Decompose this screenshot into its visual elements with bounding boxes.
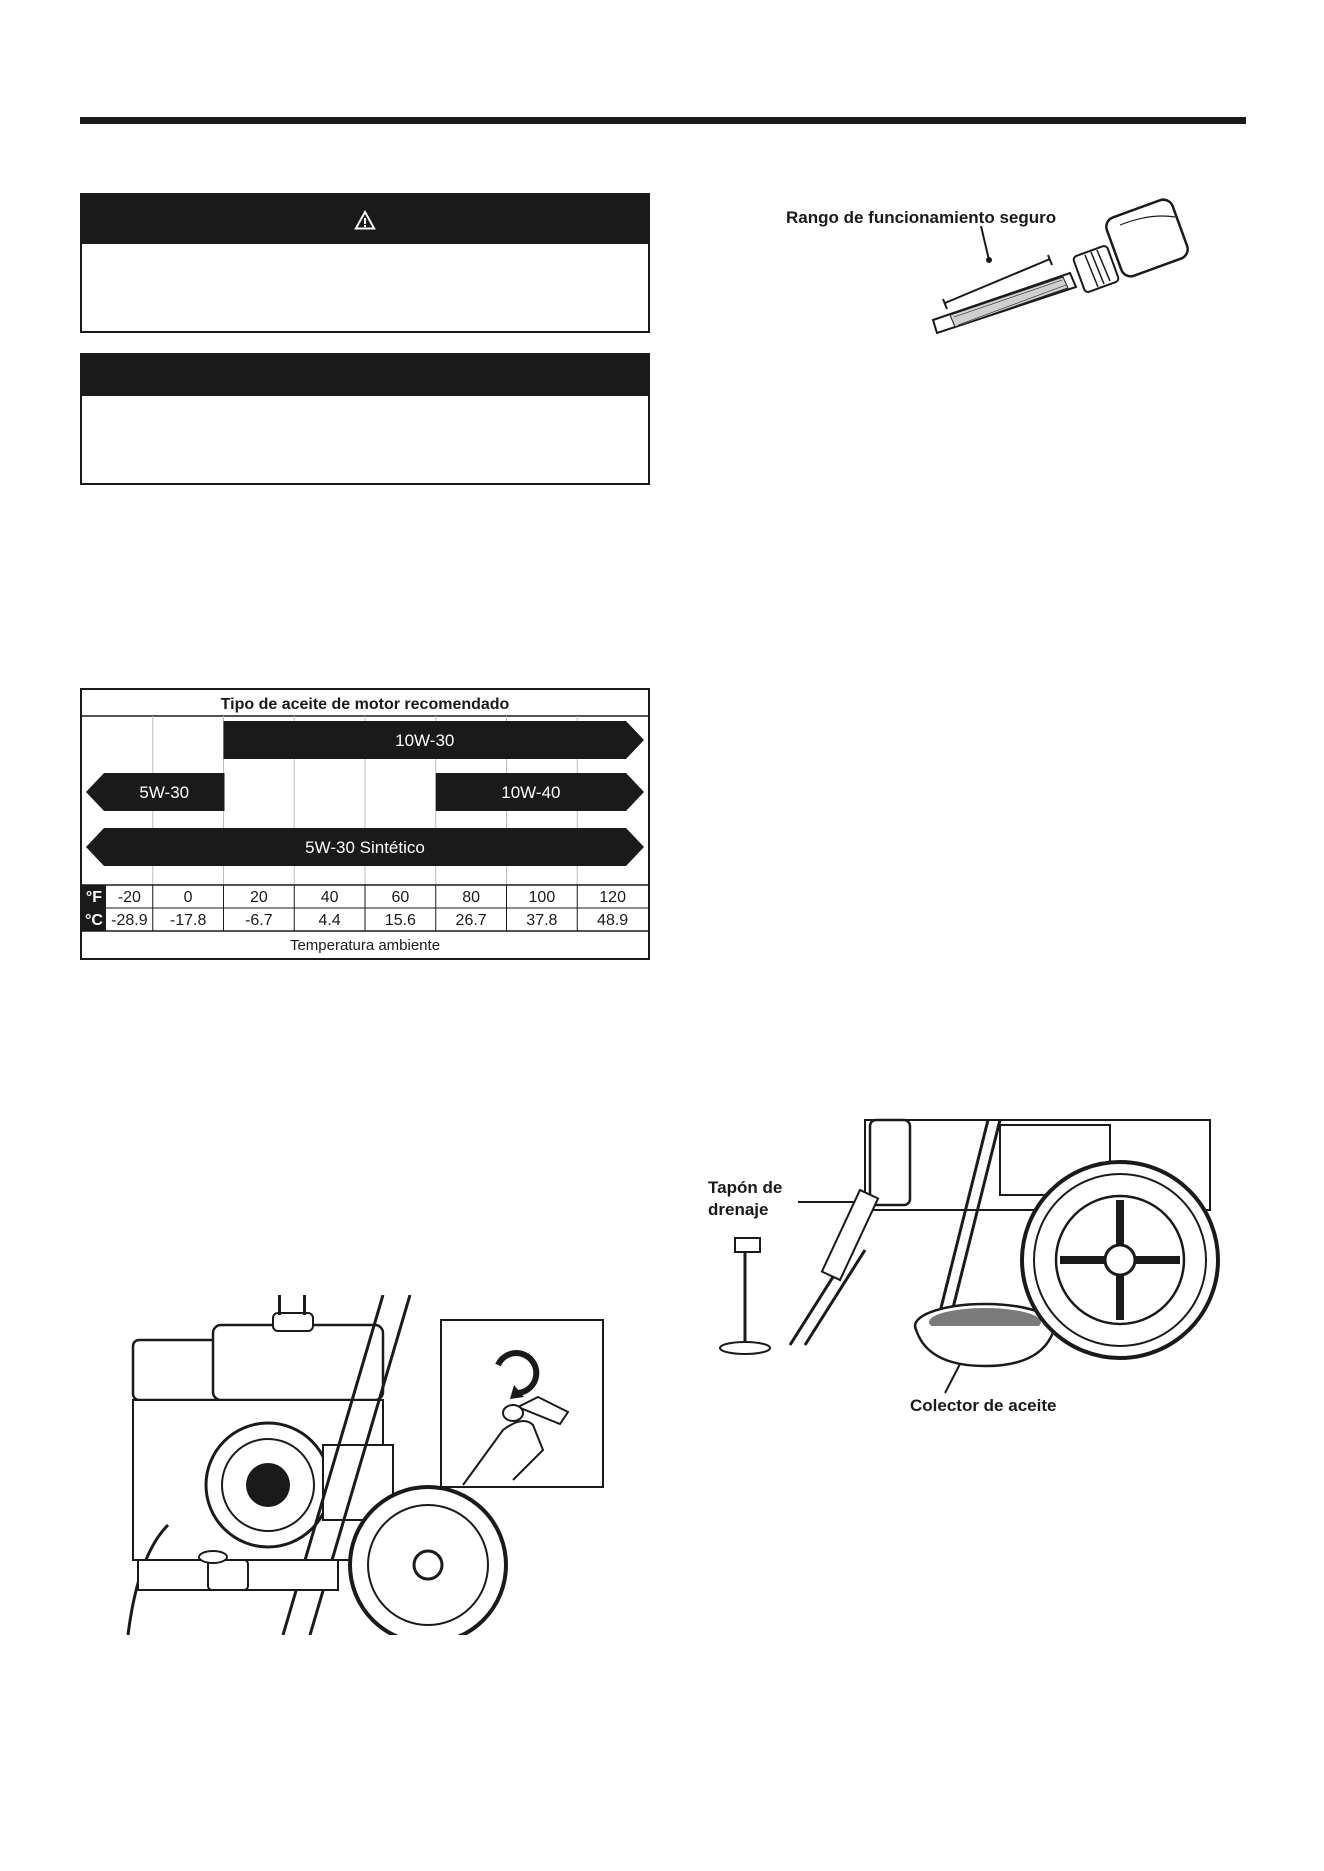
engine-oil-cap-figure [118,1295,618,1635]
oil-arrow-label: 5W-30 [139,783,190,802]
fahrenheit-tick: 80 [462,889,481,906]
dipstick-label: Rango de funcionamiento seguro [786,208,1057,227]
warning-header [82,195,648,244]
chart-xlabel: Temperatura ambiente [289,937,441,954]
drain-plug-label-line2: drenaje [708,1200,769,1219]
notice-header [82,355,648,396]
fahrenheit-tick: 60 [391,889,410,906]
celsius-unit: °C [85,912,103,929]
engine-illustration [118,1295,618,1635]
celsius-tick: 48.9 [597,912,629,929]
fahrenheit-unit: °F [85,889,103,906]
fahrenheit-tick: 20 [249,889,268,906]
oil-chart [80,688,650,960]
celsius-tick: 37.8 [526,912,558,929]
celsius-tick: -6.7 [245,912,273,929]
fahrenheit-tick: 120 [599,889,626,906]
warning-triangle-icon [354,210,376,230]
fahrenheit-tick: 40 [320,889,339,906]
oil-arrow-label: 10W-40 [501,783,561,802]
celsius-tick: 26.7 [455,912,487,929]
drain-illustration [700,1110,1220,1440]
celsius-tick: -28.9 [111,912,148,929]
notice-box [80,353,650,485]
oil-pan-label: Colector de aceite [910,1396,1057,1415]
dipstick-figure [780,195,1200,345]
oil-arrow-label: 5W-30 Sintético [305,838,425,857]
fahrenheit-tick: -20 [117,889,141,906]
celsius-tick: 4.4 [318,912,341,929]
oil-chart-svg [82,690,648,958]
fahrenheit-tick: 100 [528,889,556,906]
drain-plug-label-line1: Tapón de [708,1178,783,1197]
celsius-tick: -17.8 [169,912,207,929]
dipstick-illustration [780,195,1200,345]
warning-box [80,193,650,333]
top-rule [80,117,1246,124]
fahrenheit-tick: 0 [183,889,193,906]
chart-title: Tipo de aceite de motor recomendado [220,696,510,713]
oil-arrow-label: 10W-30 [395,731,455,750]
celsius-tick: 15.6 [384,912,416,929]
oil-drain-figure [700,1110,1220,1440]
